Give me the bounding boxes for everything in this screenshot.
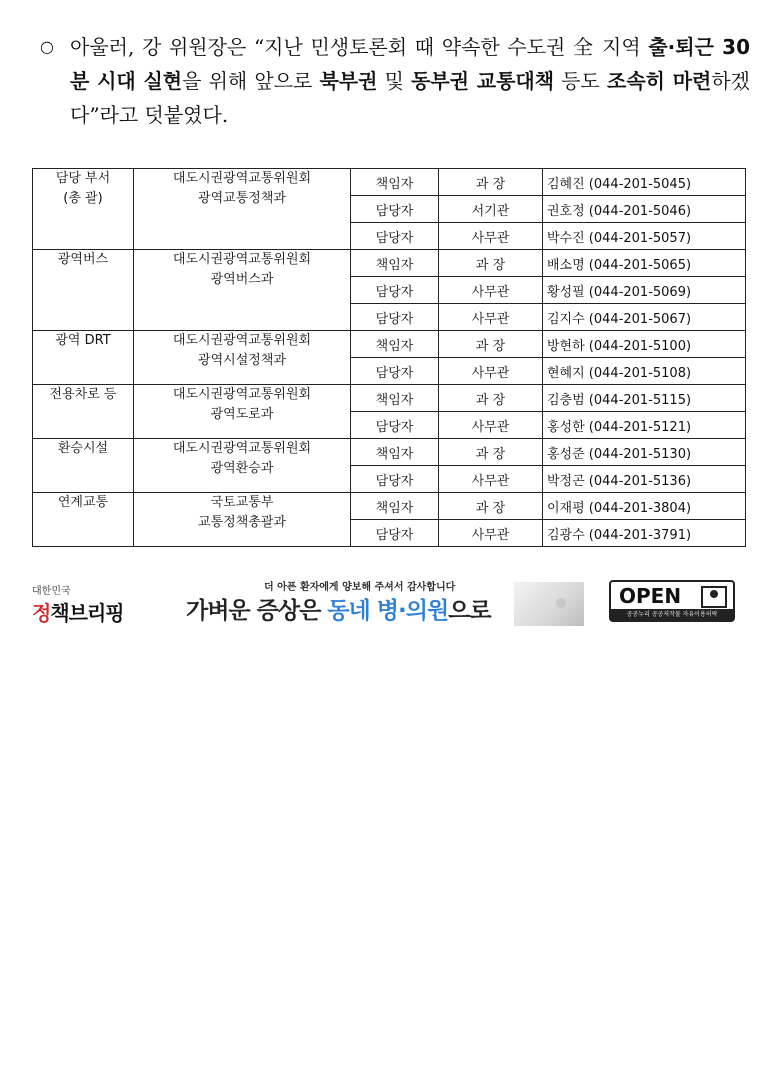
org-cell: 대도시권광역교통위원회 광역교통정책과 bbox=[134, 169, 351, 250]
paragraph-text: 아울러, 강 위원장은 “지난 민생토론회 때 약속한 수도권 全 지역 bbox=[70, 35, 649, 59]
rank-cell: 과 장 bbox=[439, 493, 543, 520]
open-license-bar: 공공누리 공공저작물 자유이용허락 bbox=[611, 609, 733, 620]
role-cell: 책임자 bbox=[351, 169, 439, 196]
name-cell: 이재평 (044-201-3804) bbox=[543, 493, 746, 520]
rank-cell: 사무관 bbox=[439, 466, 543, 493]
rank-cell: 과 장 bbox=[439, 385, 543, 412]
org-cell: 대도시권광역교통위원회 광역버스과 bbox=[134, 250, 351, 331]
logo-country-text: 대한민국 bbox=[32, 586, 71, 597]
dept-cell: 광역버스 bbox=[33, 250, 134, 331]
role-cell: 담당자 bbox=[351, 196, 439, 223]
rank-cell: 사무관 bbox=[439, 304, 543, 331]
person-icon bbox=[701, 586, 727, 608]
paragraph-text: 을 위해 앞으로 bbox=[182, 69, 320, 93]
role-cell: 책임자 bbox=[351, 331, 439, 358]
name-cell: 황성필 (044-201-5069) bbox=[543, 277, 746, 304]
role-cell: 담당자 bbox=[351, 520, 439, 547]
name-cell: 김지수 (044-201-5067) bbox=[543, 304, 746, 331]
name-cell: 현혜지 (044-201-5108) bbox=[543, 358, 746, 385]
rank-cell: 과 장 bbox=[439, 169, 543, 196]
dept-cell: 담당 부서 (총 괄) bbox=[33, 169, 134, 250]
org-cell: 대도시권광역교통위원회 광역시설정책과 bbox=[134, 331, 351, 385]
table-row bbox=[33, 169, 746, 196]
press-paragraph bbox=[40, 30, 750, 132]
name-cell: 방현하 (044-201-5100) bbox=[543, 331, 746, 358]
role-cell: 책임자 bbox=[351, 250, 439, 277]
rank-cell: 사무관 bbox=[439, 412, 543, 439]
paragraph-emphasis: 조속히 마련 bbox=[607, 69, 712, 93]
dept-cell: 전용차로 등 bbox=[33, 385, 134, 439]
role-cell: 책임자 bbox=[351, 385, 439, 412]
name-cell: 박정곤 (044-201-5136) bbox=[543, 466, 746, 493]
logo-title: 정책브리핑 bbox=[32, 601, 124, 625]
org-cell: 대도시권광역교통위원회 광역도로과 bbox=[134, 385, 351, 439]
rank-cell: 과 장 bbox=[439, 250, 543, 277]
banner-illustration bbox=[514, 582, 584, 626]
footer-banner bbox=[32, 578, 746, 628]
paragraph-text: 및 bbox=[377, 69, 412, 93]
campaign-banner[interactable] bbox=[182, 578, 584, 626]
rank-cell: 서기관 bbox=[439, 196, 543, 223]
org-cell: 국토교통부 교통정책총괄과 bbox=[134, 493, 351, 547]
paragraph-text: 등도 bbox=[554, 69, 607, 93]
rank-cell: 과 장 bbox=[439, 331, 543, 358]
paragraph-text: 하겠다”라고 덧붙였다. bbox=[70, 69, 750, 127]
role-cell: 담당자 bbox=[351, 358, 439, 385]
name-cell: 권호정 (044-201-5046) bbox=[543, 196, 746, 223]
role-cell: 책임자 bbox=[351, 493, 439, 520]
role-cell: 책임자 bbox=[351, 439, 439, 466]
dept-cell: 연계교통 bbox=[33, 493, 134, 547]
contact-table bbox=[32, 168, 746, 547]
paragraph-body bbox=[70, 30, 750, 132]
table-row bbox=[33, 250, 746, 277]
name-cell: 홍성한 (044-201-5121) bbox=[543, 412, 746, 439]
banner-subtitle: 더 아픈 환자에게 양보해 주셔서 감사합니다 bbox=[264, 582, 456, 593]
rank-cell: 사무관 bbox=[439, 358, 543, 385]
role-cell: 담당자 bbox=[351, 304, 439, 331]
open-label: OPEN bbox=[619, 584, 682, 608]
org-cell: 대도시권광역교통위원회 광역환승과 bbox=[134, 439, 351, 493]
rank-cell: 사무관 bbox=[439, 223, 543, 250]
name-cell: 배소명 (044-201-5065) bbox=[543, 250, 746, 277]
role-cell: 담당자 bbox=[351, 466, 439, 493]
banner-title: 가벼운 증상은 동네 병·의원으로 bbox=[186, 598, 491, 624]
table-row bbox=[33, 493, 746, 520]
policy-briefing-logo[interactable] bbox=[32, 582, 124, 626]
dept-cell: 광역 DRT bbox=[33, 331, 134, 385]
name-cell: 박수진 (044-201-5057) bbox=[543, 223, 746, 250]
name-cell: 홍성준 (044-201-5130) bbox=[543, 439, 746, 466]
paragraph-emphasis: 출·퇴근 30분 시대 실현 bbox=[70, 35, 750, 93]
rank-cell: 사무관 bbox=[439, 277, 543, 304]
paragraph-emphasis: 북부권 bbox=[319, 69, 378, 93]
table-row bbox=[33, 331, 746, 358]
rank-cell: 사무관 bbox=[439, 520, 543, 547]
role-cell: 담당자 bbox=[351, 223, 439, 250]
name-cell: 김혜진 (044-201-5045) bbox=[543, 169, 746, 196]
name-cell: 김광수 (044-201-3791) bbox=[543, 520, 746, 547]
table-row bbox=[33, 439, 746, 466]
bullet-circle: ○ bbox=[40, 37, 54, 56]
dept-cell: 환승시설 bbox=[33, 439, 134, 493]
open-license-icon[interactable] bbox=[609, 580, 735, 622]
role-cell: 담당자 bbox=[351, 277, 439, 304]
table-row bbox=[33, 385, 746, 412]
name-cell: 김충범 (044-201-5115) bbox=[543, 385, 746, 412]
rank-cell: 과 장 bbox=[439, 439, 543, 466]
role-cell: 담당자 bbox=[351, 412, 439, 439]
paragraph-emphasis: 동부권 교통대책 bbox=[411, 69, 555, 93]
